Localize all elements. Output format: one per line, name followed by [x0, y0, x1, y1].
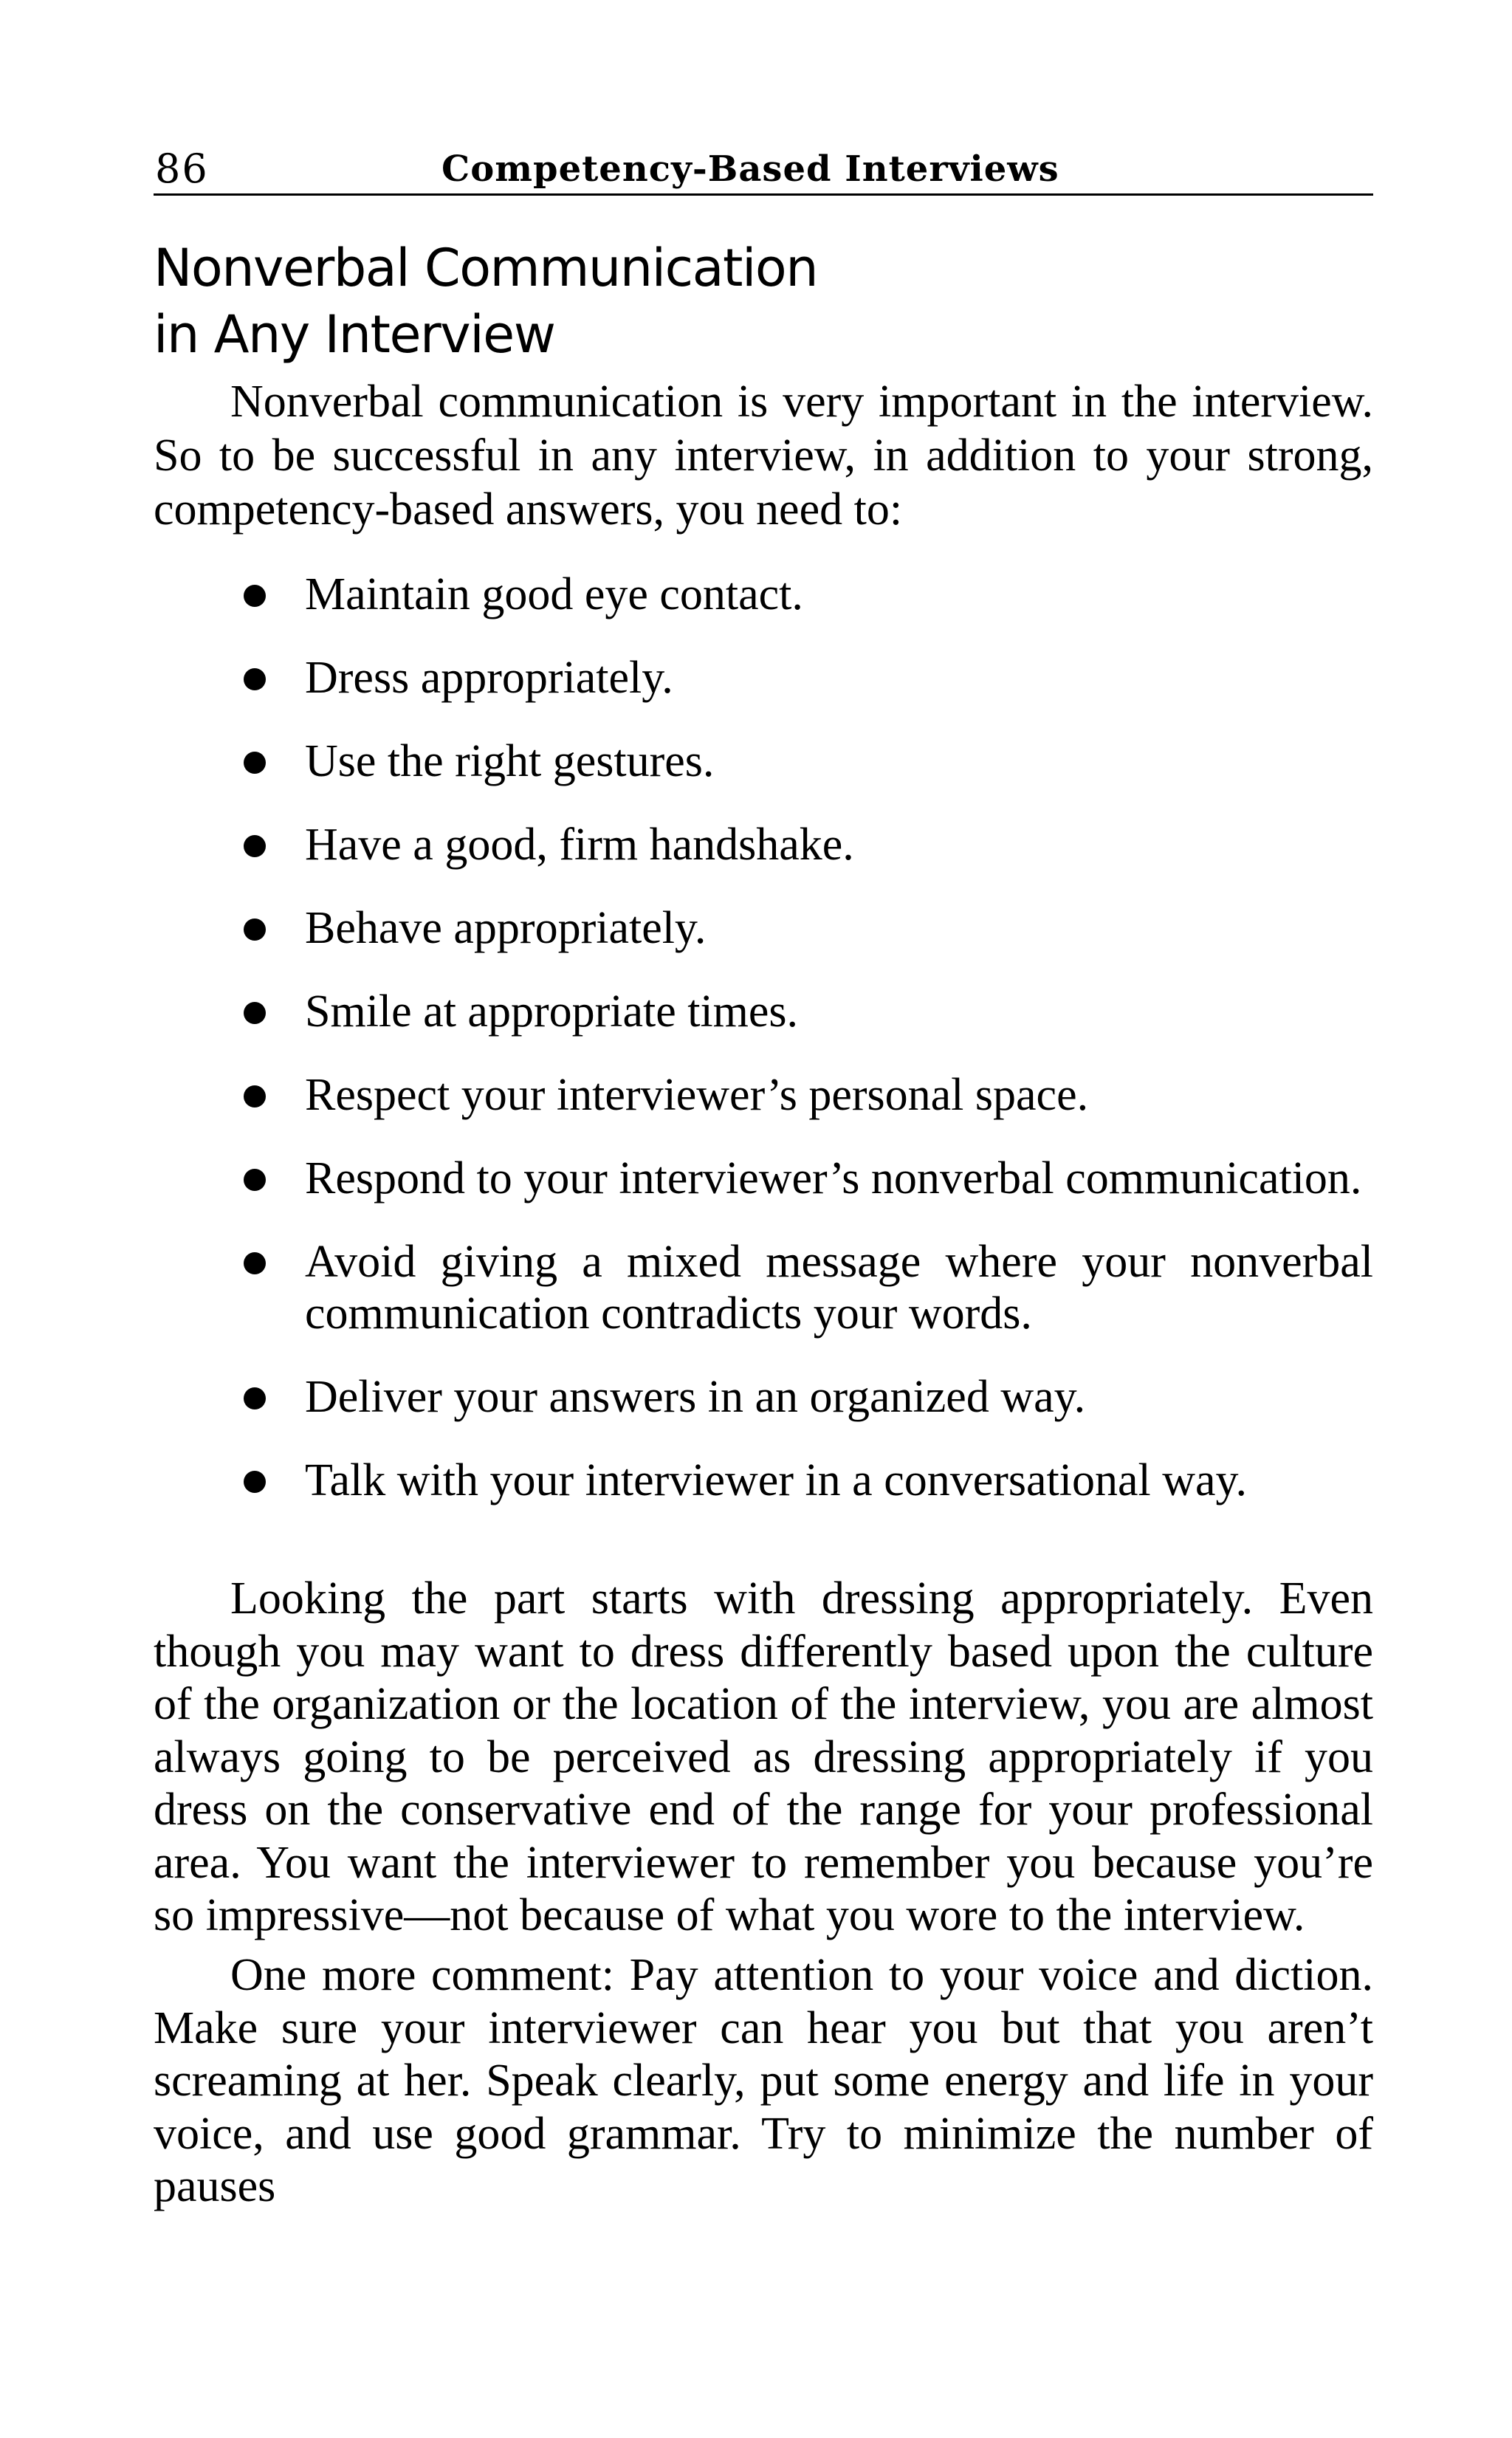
section-heading — [154, 235, 1373, 368]
bullet-icon — [244, 1471, 266, 1493]
list-item-text: Use the right gestures. — [305, 736, 715, 786]
list-item — [154, 819, 1373, 871]
list-item — [154, 735, 1373, 787]
intro-paragraph: Nonverbal communication is very important in the interview. So to be successful in any interview, in addition to your strong, competency-based answers, you need to: — [154, 377, 1373, 535]
voice-paragraph: One more comment: Pay attention to your voice and diction. Make sure your interviewer can hear you but that you aren’t screaming at her. Speak clearly, put some energy and life in your voice, and use good grammar. Try to minimize the number of pauses — [154, 1950, 1373, 2211]
bullet-icon — [244, 1387, 266, 1409]
list-item — [154, 902, 1373, 954]
dress-paragraph: Looking the part starts with dressing appropriately. Even though you may want to dress differently based upon the culture of the organization or the location of the interview, you are almost always going to be perceived as dressing appropriately if you dress on the conservative end of the range for your professional area. You want the interviewer to remember you because you’re so impressive—not because of what you wore to the interview. — [154, 1573, 1373, 1940]
running-head — [154, 145, 1373, 196]
list-item-text: Behave appropriately. — [305, 903, 707, 953]
bullet-list — [154, 569, 1373, 1538]
list-item-text: Deliver your answers in an organized way. — [305, 1372, 1086, 1422]
bullet-icon — [244, 835, 266, 857]
bullet-icon — [244, 585, 266, 607]
section-heading-line-2: in Any Interview — [154, 304, 555, 365]
list-item-text: Respond to your interviewer’s nonverbal communication. — [305, 1153, 1362, 1203]
list-item-text: Maintain good eye contact. — [305, 569, 803, 619]
bullet-icon — [244, 1085, 266, 1108]
bullet-icon — [244, 752, 266, 774]
bullet-icon — [244, 668, 266, 690]
bullet-icon — [244, 1169, 266, 1191]
bullet-icon — [244, 918, 266, 941]
page-number: 86 — [155, 145, 209, 192]
running-title: Competency-Based Interviews — [441, 148, 1059, 190]
list-item-text: Respect your interviewer’s personal space. — [305, 1070, 1089, 1120]
list-item-text: Avoid giving a mixed message where your nonverbal communication contradicts your words. — [305, 1237, 1373, 1339]
bullet-icon — [244, 1002, 266, 1024]
list-item — [154, 986, 1373, 1037]
list-item-text: Talk with your interviewer in a conversational way. — [305, 1455, 1247, 1505]
list-item — [154, 1455, 1373, 1506]
book-page — [154, 0, 1373, 2438]
list-item — [154, 1069, 1373, 1121]
bullet-icon — [244, 1252, 266, 1274]
list-item — [154, 652, 1373, 704]
list-item-text: Dress appropriately. — [305, 653, 673, 703]
list-item — [154, 569, 1373, 620]
list-item-text: Smile at appropriate times. — [305, 986, 799, 1037]
list-item — [154, 1236, 1373, 1339]
list-item-text: Have a good, firm handshake. — [305, 820, 854, 870]
list-item — [154, 1153, 1373, 1204]
list-item — [154, 1371, 1373, 1423]
section-heading-line-1: Nonverbal Communication — [154, 238, 818, 298]
